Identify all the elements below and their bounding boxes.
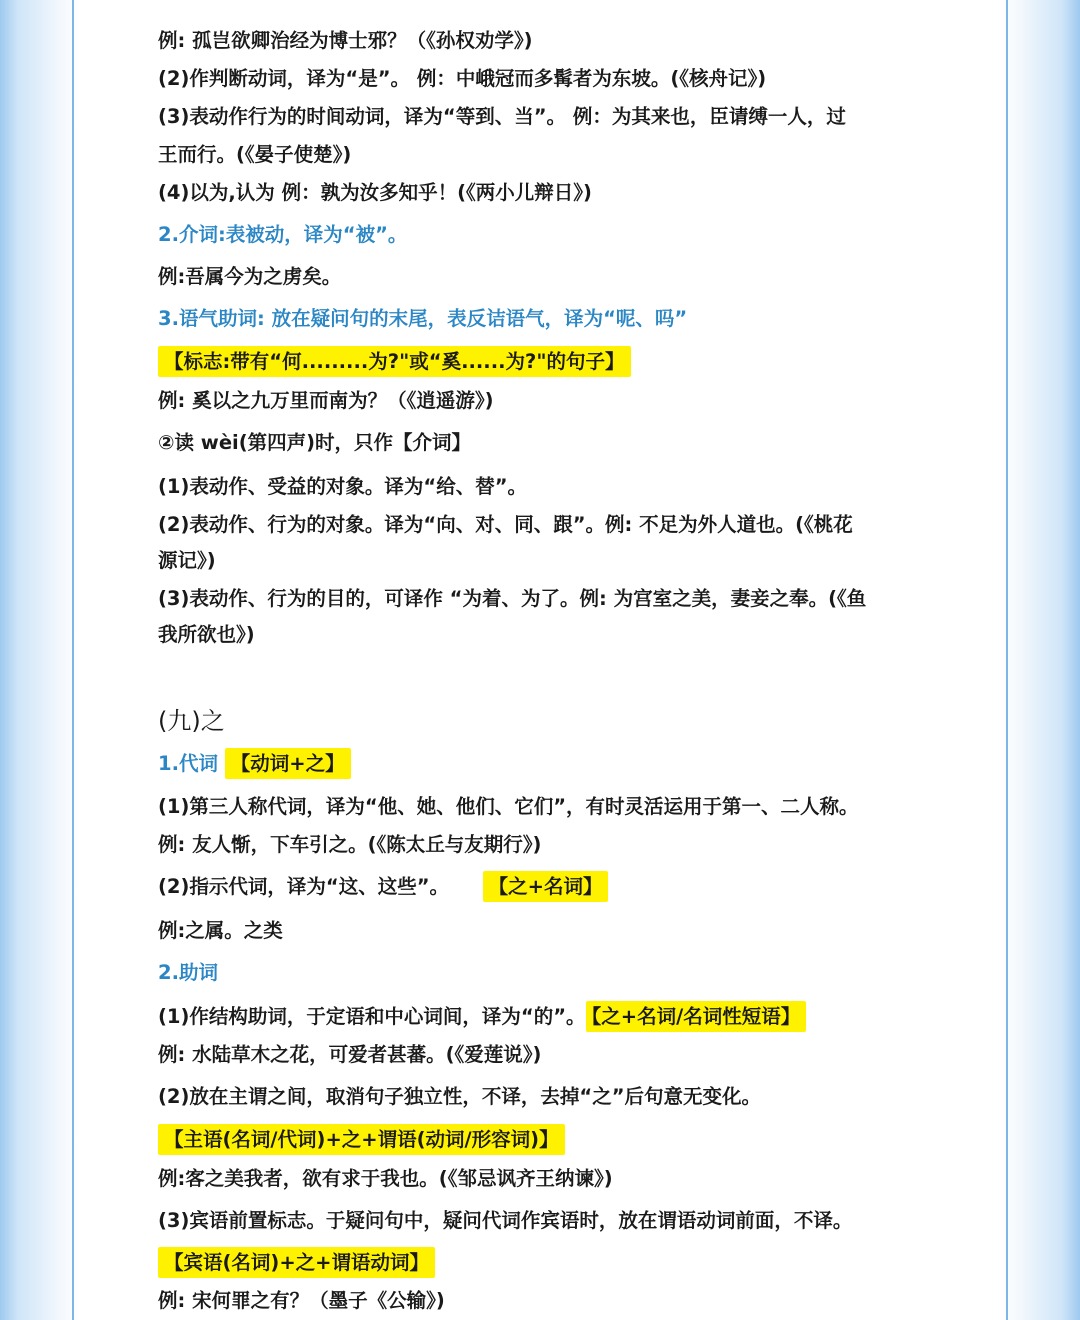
text-line: (1)第三人称代词，译为“他、她、他们、它们”，有时灵活运用于第一、二人称。 xyxy=(158,795,859,818)
section-heading: 3.语气助词: 放在疑问句的末尾，表反诘语气，译为“呢、吗” xyxy=(158,307,688,330)
highlight-text: 【之+名词/名词性短语】 xyxy=(586,1001,807,1032)
highlight-text: 【宾语(名词)+之+谓语动词】 xyxy=(158,1247,435,1278)
highlight-box xyxy=(158,1248,435,1278)
text-line: 王而行。(《晏子使楚》) xyxy=(158,143,352,166)
right-border-line xyxy=(1006,0,1008,1320)
text-line: 例: 宋何罪之有？（墨子《公输》) xyxy=(158,1289,445,1312)
text-line: 例:之属。之类 xyxy=(158,919,283,942)
text-line: 我所欲也》) xyxy=(158,623,255,646)
text-line: (1)表动作、受益的对象。译为“给、替”。 xyxy=(158,475,528,498)
text-line: 例: 孤岂欲卿治经为博士邪？（《孙权劝学》) xyxy=(158,29,533,52)
text-line: ②读 wèi(第四声)时，只作【介词】 xyxy=(158,431,472,454)
text-line: 例:吾属今为之虏矣。 xyxy=(158,265,342,288)
left-border-line xyxy=(72,0,74,1320)
text-line: 例: 水陆草木之花，可爱者甚蕃。(《爱莲说》) xyxy=(158,1043,542,1066)
text-line: 例: 友人惭，下车引之。(《陈太丘与友期行》) xyxy=(158,833,542,856)
text-line: (3)宾语前置标志。于疑问句中，疑问代词作宾语时，放在谓语动词前面，不译。 xyxy=(158,1209,853,1232)
section-title: (九)之 xyxy=(158,707,225,735)
highlight-text: 【主语(名词/代词)+之+谓语(动词/形容词)】 xyxy=(158,1124,565,1155)
text-line: (3)表动作行为的时间动词，译为“等到、当”。 例：为其来也，臣请缚一人，过 xyxy=(158,105,846,128)
highlight-text: 【标志:带有“何.........为?"或“奚......为?"的句子】 xyxy=(158,346,631,377)
text-line: (2)放在主谓之间，取消句子独立性，不译，去掉“之”后句意无变化。 xyxy=(158,1085,762,1108)
section-heading: 2.介词:表被动，译为“被”。 xyxy=(158,223,408,246)
heading-row xyxy=(158,749,351,779)
text-line: (2)作判断动词，译为“是”。 例：中峨冠而多髯者为东坡。(《核舟记》) xyxy=(158,67,767,90)
text-row xyxy=(158,872,608,902)
text-line: 源记》) xyxy=(158,549,216,572)
highlight-text: 【动词+之】 xyxy=(225,748,351,779)
highlight-box xyxy=(158,347,631,377)
text-line: 例:客之美我者，欲有求于我也。(《邹忌讽齐王纳谏》) xyxy=(158,1167,613,1190)
text-segment: (2)指示代词，译为“这、这些”。 xyxy=(158,875,450,898)
highlight-text: 【之+名词】 xyxy=(483,871,609,902)
section-heading: 1.代词 xyxy=(158,752,218,775)
text-line: 例: 奚以之九万里而南为？（《逍遥游》) xyxy=(158,389,494,412)
text-row xyxy=(158,1002,806,1032)
text-segment: (1)作结构助词，于定语和中心词间，译为“的”。 xyxy=(158,1005,586,1028)
text-line: (2)表动作、行为的对象。译为“向、对、同、跟”。例: 不足为外人道也。(《桃花 xyxy=(158,513,853,536)
text-line: (3)表动作、行为的目的，可译作 “为着、为了。例: 为宫室之美，妻妾之奉。(《鱼 xyxy=(158,587,867,610)
section-heading: 2.助词 xyxy=(158,961,218,984)
text-line: (4)以为,认为 例：孰为汝多知乎！(《两小儿辩日》) xyxy=(158,181,592,204)
highlight-box xyxy=(158,1125,565,1155)
